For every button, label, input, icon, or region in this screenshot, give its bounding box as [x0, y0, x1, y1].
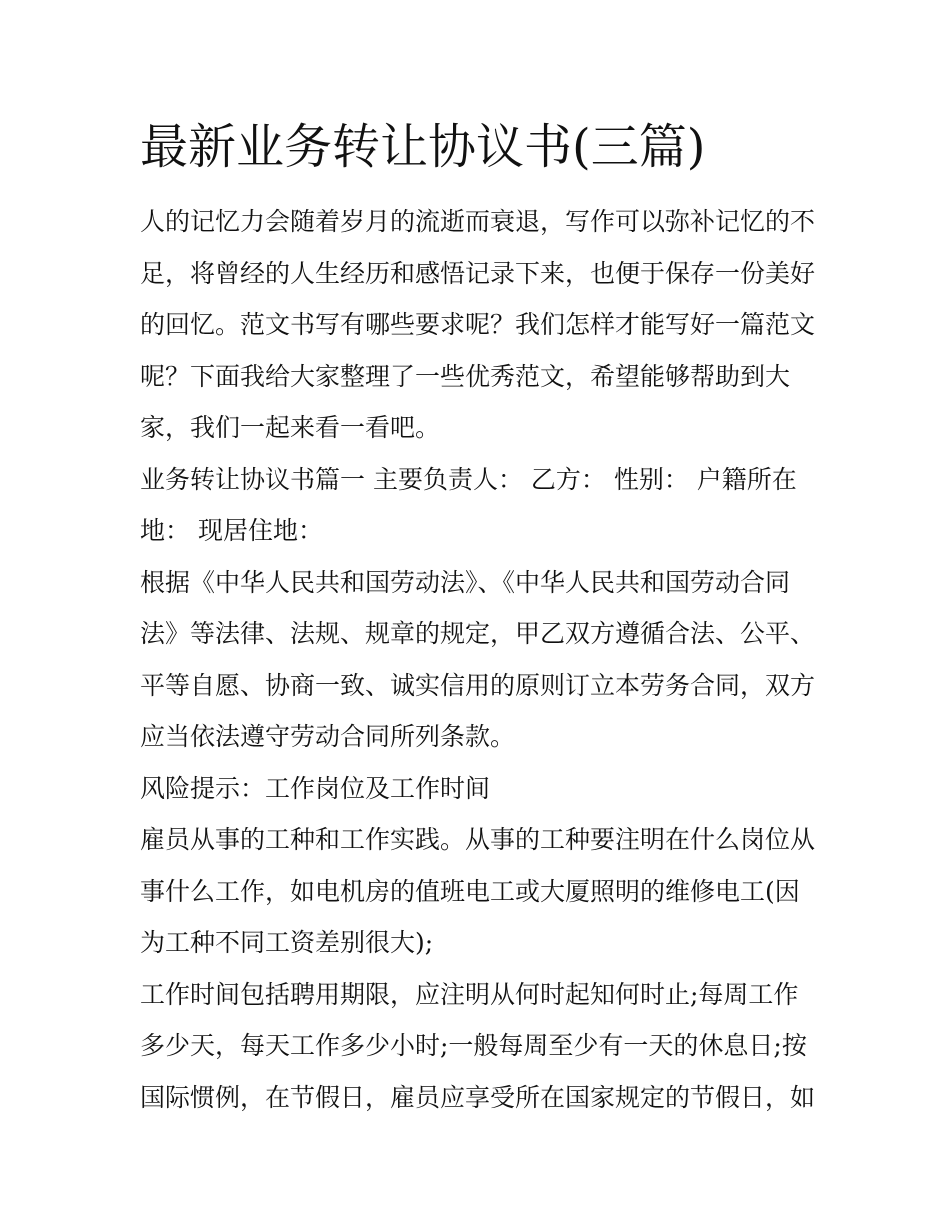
body-line: 国际惯例，在节假日，雇员应享受所在国家规定的节假日，如 [140, 1082, 816, 1112]
document-title: 最新业务转让协议书(三篇) [140, 119, 706, 175]
body-line: 家，我们一起来看一看吧。 [140, 413, 441, 442]
body-line: 事什么工作，如电机房的值班电工或大厦照明的维修电工(因 [140, 876, 800, 906]
body-line: 人的记忆力会随着岁月的流逝而衰退，写作可以弥补记忆的不 [140, 207, 816, 236]
body-line: 法》等法律、法规、规章的规定，甲乙双方遵循合法、公平、 [140, 619, 816, 648]
body-line: 足，将曾经的人生经历和感悟记录下来，也便于保存一份美好 [140, 258, 816, 288]
body-line: 的回忆。范文书写有哪些要求呢？我们怎样才能写好一篇范文 [140, 310, 816, 339]
body-line: 业务转让协议书篇一 主要负责人： 乙方： 性别： 户籍所在 [140, 464, 797, 494]
body-line: 为工种不同工资差别很大); [140, 928, 434, 957]
body-line: 多少天，每天工作多少小时;一般每周至少有一天的休息日;按 [140, 1031, 807, 1060]
body-line: 应当依法遵守劳动合同所列条款。 [140, 722, 516, 751]
body-line: 根据《中华人民共和国劳动法》、《中华人民共和国劳动合同 [140, 567, 791, 597]
body-line: 平等自愿、协商一致、诚实信用的原则订立本劳务合同，双方 [140, 670, 816, 700]
body-line: 呢？下面我给大家整理了一些优秀范文，希望能够帮助到大 [140, 361, 791, 391]
body-line: 雇员从事的工种和工作实践。从事的工种要注明在什么岗位从 [140, 825, 816, 854]
body-line: 地： 现居住地： [140, 516, 323, 545]
body-line: 风险提示：工作岗位及工作时间 [140, 773, 491, 803]
document-body [140, 196, 815, 1123]
body-line: 工作时间包括聘用期限，应注明从何时起知何时止;每周工作 [140, 979, 799, 1009]
